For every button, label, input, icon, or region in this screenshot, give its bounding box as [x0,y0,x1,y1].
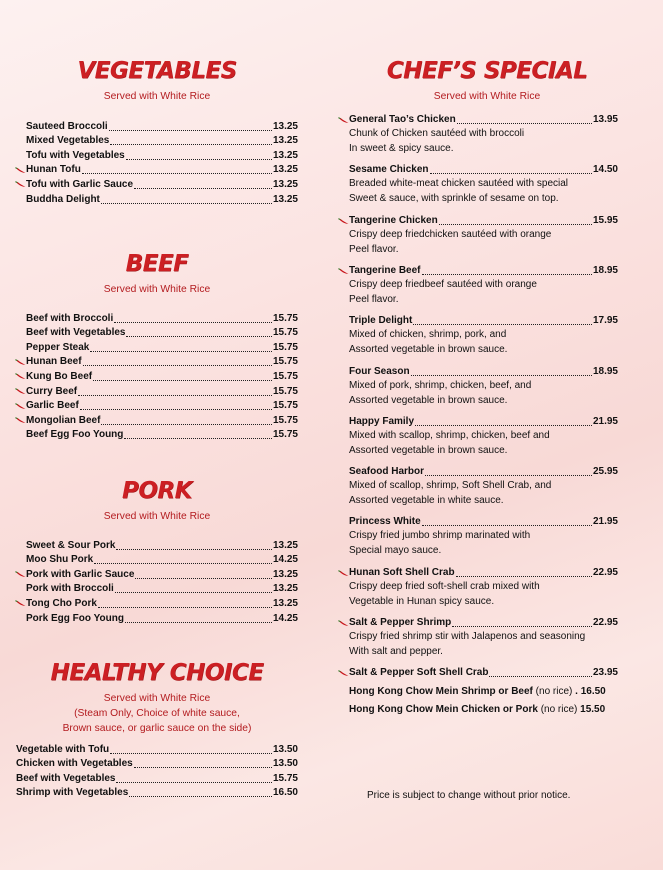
menu-item-name: Pork with Broccoli [26,583,114,595]
chili-pepper-icon [15,598,26,605]
special-item-price: 15.95 [592,214,618,226]
special-item-name: Tangerine Chicken [349,214,438,226]
menu-item [16,741,298,756]
menu-item [26,581,298,596]
dot-leader [110,135,272,145]
special-item-description: Crispy deep friedbeef sautéed with orange [349,278,537,290]
special-item-name: Sesame Chicken [349,164,429,176]
special-item [338,162,618,206]
menu-item [26,368,298,383]
menu-item-price: 13.25 [272,178,298,190]
extra-item-2 [349,703,618,716]
menu-item-price: 13.25 [272,568,298,580]
menu-item-price: 13.25 [272,583,298,595]
menu-item-price: 13.50 [272,758,298,770]
special-item-description: Assorted vegetable in brown sauce. [349,444,508,456]
dot-leader [82,164,272,174]
dot-leader [126,150,272,160]
vegetables-list [26,118,298,206]
menu-item-name: Mixed Vegetables [26,135,110,147]
special-item [338,414,618,458]
menu-item [26,191,298,206]
extra-item-1-name: Hong Kong Chow Mein Shrimp or Beef [349,686,533,697]
menu-item-price: 13.50 [272,743,298,755]
special-item [338,514,618,558]
menu-item [26,325,298,340]
dot-leader [101,415,272,425]
special-item-name: Princess White [349,516,421,528]
special-item-description: Crispy fried jumbo shrimp marinated with [349,530,531,542]
menu-item-price: 13.25 [272,120,298,132]
menu-item [26,133,298,148]
menu-item-price: 15.75 [272,385,298,397]
dot-leader [422,516,592,526]
special-item-description: Peel flavor. [349,293,399,305]
chili-pepper-icon [338,266,349,273]
menu-item-price: 16.50 [272,787,298,799]
menu-item-price: 13.25 [272,164,298,176]
special-item-description: Mixed of scallop, shrimp, Soft Shell Crab, and [349,480,552,492]
special-item-description: Breaded white-meat chicken sautéed with special [349,178,569,190]
special-item-description: Assorted vegetable in brown sauce. [349,394,508,406]
special-item-price: 21.95 [592,415,618,427]
extra-item-1 [349,685,618,698]
chili-pepper-icon [15,357,26,364]
special-item-price: 18.95 [592,365,618,377]
menu-item [16,770,298,785]
dot-leader [413,315,592,325]
dot-leader [135,569,272,579]
menu-item-name: Sauteed Broccoli [26,120,108,132]
menu-item-price: 15.75 [272,341,298,353]
special-item-header [338,162,618,176]
dot-leader [126,327,271,337]
healthy-note-line-2: Brown sauce, or garlic sauce on the side) [62,723,252,734]
special-item-description: Assorted vegetable in brown sauce. [349,344,508,356]
menu-item-name: Curry Beef [26,385,78,397]
healthy-list [16,741,298,799]
special-item [338,313,618,357]
special-item-description: In sweet & spicy sauce. [349,143,454,154]
menu-item-price: 13.25 [272,193,298,205]
chili-pepper-icon [338,568,349,575]
special-item-description: Crispy deep friedchicken sautéed with orange [349,228,552,240]
special-item-description: Mixed of chicken, shrimp, pork, and [349,329,507,341]
special-item-name: Hunan Soft Shell Crab [349,566,455,578]
menu-item [26,398,298,413]
special-item [338,112,618,156]
menu-item-price: 14.25 [272,554,298,566]
beef-subtitle: Served with White Rice [103,284,211,295]
special-item [338,263,618,307]
chili-pepper-icon [15,415,26,422]
dot-leader [439,215,592,225]
dot-leader [124,429,272,439]
special-item-description: Crispy deep fried soft-shell crab mixed with [349,580,540,592]
beef-title: BEEF [125,251,189,277]
dot-leader [116,773,271,783]
menu-item [26,537,298,552]
dot-leader [101,194,272,204]
dot-leader [452,617,592,627]
menu-item [26,162,298,177]
menu-item-price: 13.25 [272,149,298,161]
special-item [338,213,618,257]
menu-item-name: Vegetable with Tofu [16,743,110,755]
menu-item-price: 15.75 [272,312,298,324]
special-item-name: Four Season [349,365,410,377]
dot-leader [115,583,272,593]
special-item [338,364,618,408]
special-item-description: Vegetable in Hunan spicy sauce. [349,595,495,607]
dot-leader [109,121,272,131]
special-item-price: 21.95 [592,516,618,528]
chili-pepper-icon [338,115,349,122]
special-item-price: 22.95 [592,566,618,578]
menu-item-name: Tong Cho Pork [26,597,97,609]
chili-pepper-icon [338,216,349,223]
menu-item-name: Beef with Vegetables [26,327,126,339]
dot-leader [83,356,272,366]
extra-item-2-price: 15.50 [580,704,606,715]
special-item [338,615,618,659]
menu-item [26,552,298,567]
special-item-name: General Tao’s Chicken [349,114,456,125]
menu-item [26,427,298,442]
menu-item-price: 13.25 [272,539,298,551]
chili-pepper-icon [15,179,26,186]
menu-item [26,310,298,325]
menu-item-price: 15.75 [272,356,298,368]
menu-item-price: 15.75 [272,429,298,441]
pork-list [26,537,298,625]
vegetables-subtitle: Served with White Rice [103,91,211,102]
menu-item-name: Pork with Garlic Sauce [26,568,135,580]
special-item-header [338,665,618,679]
special-item-description: Special mayo sauce. [349,545,442,557]
dot-leader [98,598,272,608]
special-item-name: Happy Family [349,415,415,427]
dot-leader [489,667,591,677]
dot-leader [456,567,592,577]
menu-item-price: 13.25 [272,597,298,609]
special-item-price: 23.95 [592,667,618,679]
dot-leader [422,265,592,275]
special-item-price: 22.95 [592,617,618,628]
special-item-name: Salt & Pepper Soft Shell Crab [349,667,489,679]
menu-item [26,339,298,354]
dot-leader [411,366,592,376]
right-column [338,0,618,870]
special-item-header [338,565,618,579]
chefs-special-subtitle: Served with White Rice [433,91,541,102]
special-item-price: 14.50 [592,164,618,176]
special-item [338,665,618,679]
vegetables-title: VEGETABLES [77,58,237,84]
menu-item-name: Moo Shu Pork [26,554,94,566]
extra-item-2-name: Hong Kong Chow Mein Chicken or Pork [349,704,538,715]
menu-item-name: Tofu with Garlic Sauce [26,178,134,190]
extra-item-2-note: (no rice) [540,704,578,715]
healthy-note-line-1: (Steam Only, Choice of white sauce, [74,708,240,719]
special-item-price: 25.95 [592,466,618,478]
menu-item [26,610,298,625]
extra-item-1-note: (no rice) [535,686,573,697]
menu-item-price: 15.75 [272,327,298,339]
dot-leader [93,371,272,381]
special-item-description: Peel flavor. [349,243,399,255]
menu-item [16,785,298,800]
chili-pepper-icon [338,618,349,625]
special-item-header [338,263,618,277]
dot-leader [415,416,592,426]
special-item-description: Mixed of pork, shrimp, chicken, beef, and [349,379,532,391]
special-item-description: Sweet & sauce, with sprinkle of sesame on top. [349,193,559,205]
special-item-price: 17.95 [592,315,618,327]
special-item-description: Assorted vegetable in white sauce. [349,495,504,507]
special-item-description: Mixed with scallop, shrimp, chicken, beef and [349,429,550,441]
dot-leader [134,758,272,768]
dot-leader [430,164,592,174]
menu-item-name: Beef Egg Foo Young [26,429,124,441]
menu-item [26,412,298,427]
dot-leader [457,114,592,124]
chili-pepper-icon [15,569,26,576]
special-item-description: With salt and pepper. [349,646,443,657]
healthy-subtitle: Served with White Rice [103,693,211,704]
dot-leader [125,613,272,623]
menu-item [26,354,298,369]
menu-item [26,566,298,581]
menu-item-name: Hunan Tofu [26,164,81,176]
menu-item-price: 15.75 [272,772,298,784]
dot-leader [94,554,272,564]
healthy-title: HEALTHY CHOICE [50,660,264,686]
chili-pepper-icon [15,401,26,408]
special-item [338,565,618,609]
special-item-header [338,615,618,629]
menu-item-name: Chicken with Vegetables [16,758,133,770]
special-item-name: Triple Delight [349,315,413,327]
special-item [338,464,618,508]
special-item-header [338,414,618,428]
dot-leader [116,540,272,550]
menu-item [26,595,298,610]
dot-leader [90,342,272,352]
menu-item-price: 13.25 [272,135,298,147]
menu-item [26,147,298,162]
menu-item [26,176,298,191]
chili-pepper-icon [338,668,349,675]
dot-leader [129,787,272,797]
special-item-description: Chunk of Chicken sautéed with broccoli [349,128,525,139]
menu-item-name: Beef with Broccoli [26,312,114,324]
menu-item-name: Kung Bo Beef [26,370,93,382]
price-disclaimer: Price is subject to change without prior notice. [367,790,571,801]
chefs-special-title: CHEF’S SPECIAL [386,58,588,84]
dot-leader [114,313,272,323]
menu-item-price: 15.75 [272,400,298,412]
menu-item-price: 14.25 [272,612,298,624]
special-item-name: Seafood Harbor [349,466,425,478]
special-item-header [338,213,618,227]
menu-item-name: Mongolian Beef [26,414,101,426]
special-item-price: 13.95 [592,114,618,125]
pork-title: PORK [122,478,192,504]
special-item-header [338,514,618,528]
dot-leader [80,400,272,410]
dot-leader [425,466,592,476]
chili-pepper-icon [15,165,26,172]
extra-item-1-price: . 16.50 [575,686,606,697]
menu-item-name: Pepper Steak [26,341,90,353]
special-item-name: Tangerine Beef [349,264,421,276]
special-item-header [338,364,618,378]
menu-item-name: Beef with Vegetables [16,772,116,784]
dot-leader [78,386,272,396]
pork-subtitle: Served with White Rice [103,511,211,522]
menu-item-name: Tofu with Vegetables [26,149,125,161]
menu-item-name: Buddha Delight [26,193,100,205]
menu-item-name: Sweet & Sour Pork [26,539,116,551]
special-item-header [338,313,618,327]
special-item-header [338,464,618,478]
menu-item-name: Shrimp with Vegetables [16,787,129,799]
special-item-header [338,112,618,126]
beef-list [26,310,298,441]
menu-item [16,756,298,771]
menu-item-name: Hunan Beef [26,356,82,368]
menu-item-name: Garlic Beef [26,400,79,412]
chili-pepper-icon [15,386,26,393]
dot-leader [110,744,272,754]
special-item-price: 18.95 [592,264,618,276]
menu-item [26,383,298,398]
left-column [16,0,298,870]
special-item-description: Crispy fried shrimp stir with Jalapenos and seasoning [349,631,586,642]
menu-item-price: 15.75 [272,370,298,382]
menu-item [26,118,298,133]
menu-item-price: 15.75 [272,414,298,426]
chili-pepper-icon [15,371,26,378]
dot-leader [134,179,272,189]
special-item-name: Salt & Pepper Shrimp [349,617,452,628]
menu-item-name: Pork Egg Foo Young [26,612,124,624]
